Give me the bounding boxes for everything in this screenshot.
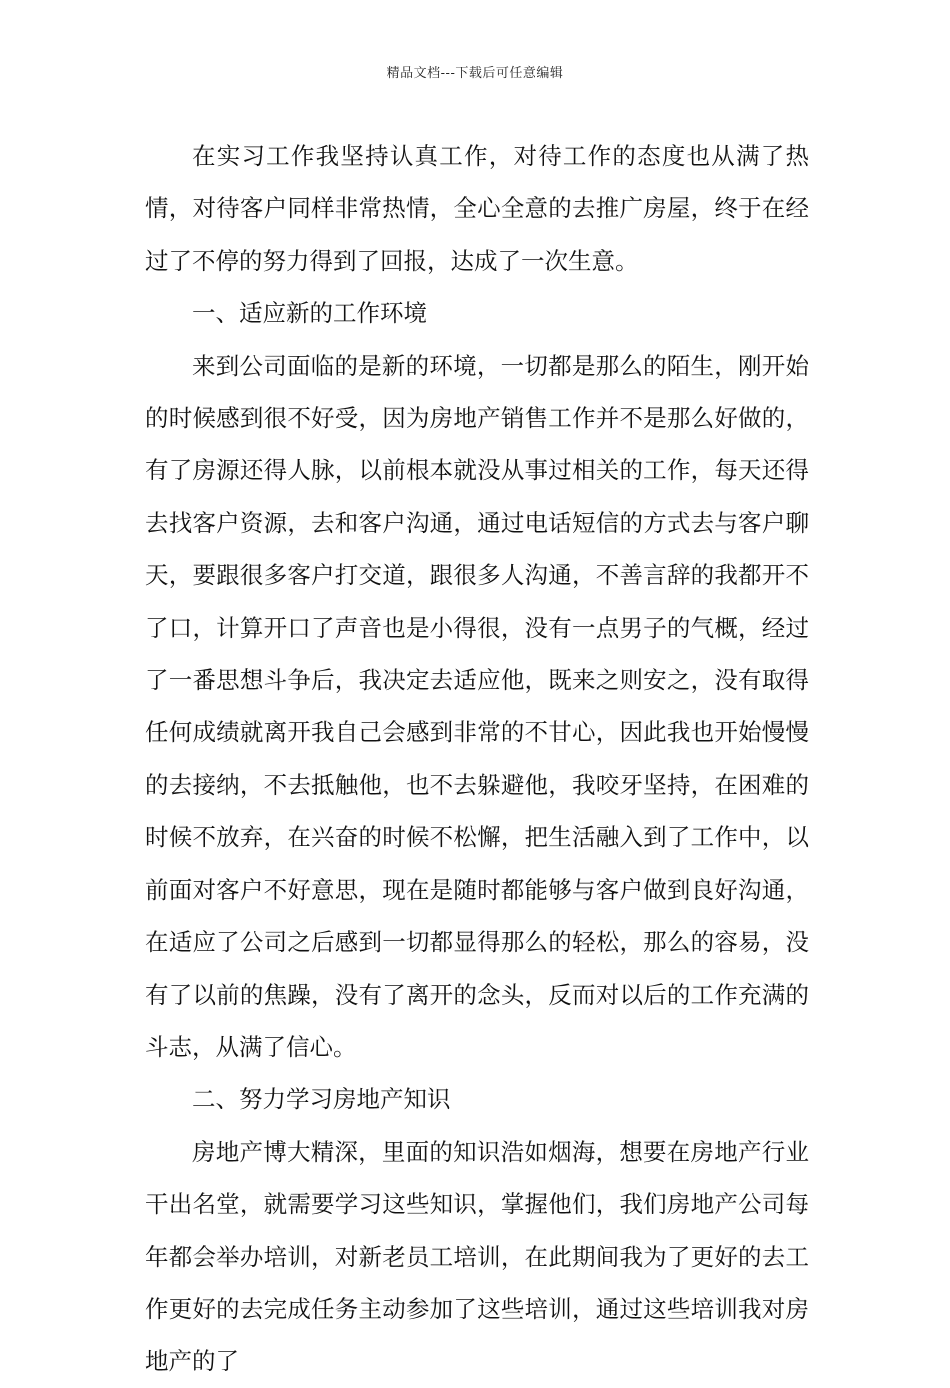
section-heading-1: 一、适应新的工作环境 xyxy=(192,299,427,328)
paragraph-section-2: 房地产博大精深，里面的知识浩如烟海，想要在房地产行业干出名堂，就需要学习这些知识，掌握他们，我们房地产公司每年都会举办培训，对新老员工培训，在此期间我为了更好的去工作更好的去完成任务主动参加了这些培训，通过这些培训我对房地产的了 xyxy=(145,1137,809,1376)
paragraph-section-1: 来到公司面临的是新的环境，一切都是那么的陌生，刚开始的时候感到很不好受，因为房地产销售工作并不是那么好做的，有了房源还得人脉，以前根本就没从事过相关的工作，每天还得去找客户资源，去和客户沟通，通过电话短信的方式去与客户聊天，要跟很多客户打交道，跟很多人沟通，不善言辞的我都开不了口，计算开口了声音也是小得很，没有一点男子的气概，经过了一番思想斗争后，我决定去适应他，既来之则安之，没有取得任何成绩就离开我自己会感到非常的不甘心，因此我也开始慢慢的去接纳，不去抵触他，也不去躲避他，我咬牙坚持，在困难的时候不放弃，在兴奋的时候不松懈，把生活融入到了工作中，以前面对客户不好意思，现在是随时都能够与客户做到良好沟通，在适应了公司之后感到一切都显得那么的轻松，那么的容易，没有了以前的焦躁，没有了离开的念头，反而对以后的工作充满的斗志，从满了信心。 xyxy=(145,351,809,1061)
document-body xyxy=(145,130,809,1388)
paragraph-intro: 在实习工作我坚持认真工作，对待工作的态度也从满了热情，对待客户同样非常热情，全心全意的去推广房屋，终于在经过了不停的努力得到了回报，达成了一次生意。 xyxy=(145,142,809,275)
page-header: 精品文档---下载后可任意编辑 xyxy=(386,66,564,81)
section-heading-2: 二、努力学习房地产知识 xyxy=(192,1085,451,1114)
